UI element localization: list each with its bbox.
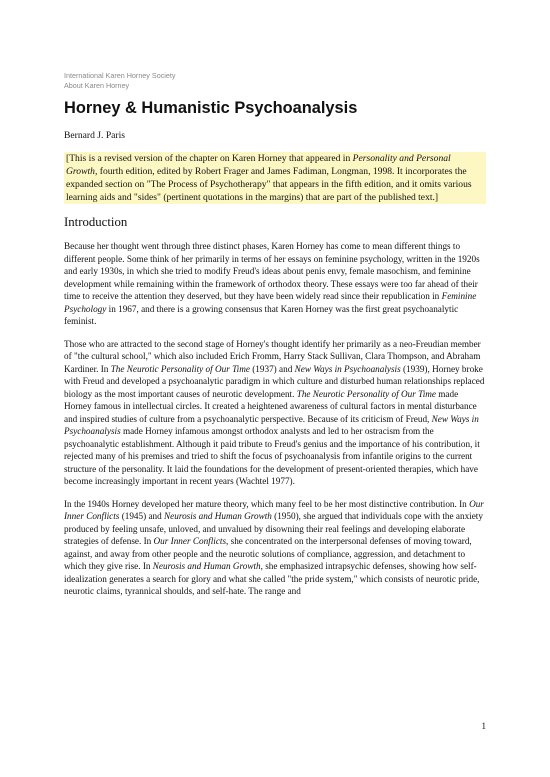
italic-title: Personality and Personal Growth [66,153,451,178]
italic-title: Neurosis and Human Growth [152,561,261,572]
text-run: [This is a revised version of the chapter on Karen Horney that appeared in [66,153,353,164]
breadcrumb-section-link[interactable]: About Karen Horney [64,81,130,90]
italic-title: Our Inner Conflicts [153,536,227,547]
text-run: In the 1940s Horney developed her mature theory, which many feel to be her most distinctive contribution. In [64,498,470,509]
text-run: (1939), Horney broke with Freud and developed a psychoanalytic paradigm in which culture and disturbed human relationships replaced biology as the most important causes of neurotic development. [64,363,485,399]
italic-title: Neurosis and Human Growth [164,511,272,522]
text-run: Those who are attracted to the second stage of Horney's thought identify her primarily as a neo-Freudian member of "the cultural school," which also included Erich Fromm, Harry Stack Sullivan, Clara Thompson, and Abraham Kardiner. In [64,338,481,374]
italic-title: New Ways in Psychoanalysis [294,363,401,374]
text-run: (1945) and [119,511,165,522]
paragraph [64,338,486,488]
author-name: Bernard J. Paris [64,130,126,141]
text-run: made Horney infamous amongst orthodox analysts and led to her ostracism from the psychoanalytic establishment. Although it paid tribute to Freud's genius and the importance of his contribution, it rejected many of his premises and tried to shift the focus of psychoanalysis from infantile origins to the current structure of the personality. It laid the foundations for the development of present-oriented therapies, which have become increasingly important in recent years (Wachtel 1977). [64,426,480,487]
italic-title: Our Inner Conflicts [64,498,484,522]
paragraph [64,240,486,328]
section-title: Introduction [64,215,128,230]
text-run: made Horney famous in intellectual circles. It created a heightened awareness of cultural factors in mental disturbance and inspired studies of culture from a psychoanalytic perspective. Because of its criticism of Freud, [64,388,477,424]
italic-title: New Ways in Psychoanalysis [64,413,479,437]
breadcrumb-org-link[interactable]: International Karen Horney Society [64,71,176,80]
italic-title: The Neurotic Personality of Our Time [296,388,436,399]
text-run: (1937) and [249,363,295,374]
page-title: Horney & Humanistic Psychoanalysis [64,99,358,117]
text-run: , she emphasized intrapsychic defenses, showing how self-idealization generates a search for glory and what she called "the pride system," which consists of neurotic pride, neurotic claims, tyrannical shoulds, and self-hate. The range and [64,561,480,597]
body-text [64,240,486,598]
page-number: 1 [481,721,486,731]
text-run: (1950), she argued that individuals cope with the anxiety produced by feeling unsafe, unloved, and unvalued by disowning their real feelings and developing elaborate strategies of defense. In [64,511,483,547]
text-run: Because her thought went through three distinct phases, Karen Horney has come to mean different things to different people. Some think of her primarily in terms of her essays on feminine psychology, written in the 1920s and early 1930s, in which she tried to modify Freud's ideas about penis envy, female masochism, and feminine development while remaining within the framework of orthodox theory. These essays were too far ahead of their time to receive the attention they deserved, but they have been widely read since their republication in [64,241,480,302]
paragraph [64,498,486,598]
italic-title: Feminine Psychology [64,291,477,314]
text-run: , fourth edition, edited by Robert Frager and James Fadiman, Longman, 1998. It incorporates the expanded section on "The Process of Psychotherapy" that appears in the fifth edition, and it omits various learning aids and "sides" (pertinent quotations in the margins) that are part of the published text.] [66,166,472,204]
italic-title: The Neurotic Personality of Our Time [110,363,250,374]
breadcrumb [64,71,486,91]
text-run: , she concentrated on the interpersonal defenses of moving toward, against, and away from other people and the neurotic solutions of compliance, aggression, and detachment to which they give rise. In [64,536,472,572]
editorial-note [64,152,486,204]
text-run: in 1967, and there is a growing consensus that Karen Horney was the first great psychoanalytic feminist. [64,303,459,327]
